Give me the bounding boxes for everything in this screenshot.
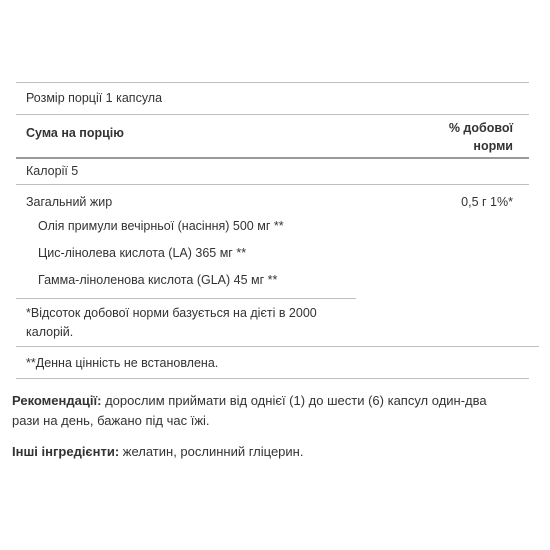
recommendation-paragraph	[12, 391, 517, 431]
total-fat-value: 0,5 г 1%*	[461, 195, 513, 209]
daily-value-label-line2: норми	[473, 139, 513, 153]
daily-value-label	[449, 119, 513, 155]
amount-per-serving-label: Сума на порцію	[26, 126, 124, 140]
total-fat-block	[16, 184, 529, 298]
other-ingredients-text: желатин, рослинний гліцерин.	[119, 444, 304, 459]
recommendation-label: Рекомендації:	[12, 393, 102, 408]
total-fat-label: Загальний жир	[26, 195, 113, 209]
daily-value-label-line1: % добової	[448, 121, 513, 135]
amount-header-row	[16, 114, 529, 157]
recommendation-text: дорослим приймати від однієї (1) до шести (6) капсул один-два рази на день, бажано під час їжі.	[12, 393, 487, 428]
other-ingredients-label: Інші інгредієнти:	[12, 444, 120, 459]
serving-size: Розмір порції 1 капсула	[26, 91, 163, 105]
total-fat-row	[16, 191, 529, 213]
sub-item-gamma-linolenic-acid: Гамма-ліноленова кислота (GLA) 45 мг **	[38, 273, 278, 287]
sub-item-linoleic-acid: Цис-лінолева кислота (LA) 365 мг **	[38, 246, 247, 260]
calories-row: Калорії 5	[26, 164, 79, 178]
sub-item-evening-primrose-oil: Олія примули вечірньої (насіння) 500 мг **	[38, 219, 284, 233]
daily-value-footnote: *Відсоток добової норми базується на дієті в 2000 калорій.	[16, 298, 356, 346]
supplement-facts-panel	[16, 82, 529, 379]
other-ingredients-paragraph	[12, 442, 517, 462]
daily-value-not-established-footnote: **Денна цінність не встановлена.	[16, 346, 539, 378]
bottom-divider	[16, 378, 529, 379]
